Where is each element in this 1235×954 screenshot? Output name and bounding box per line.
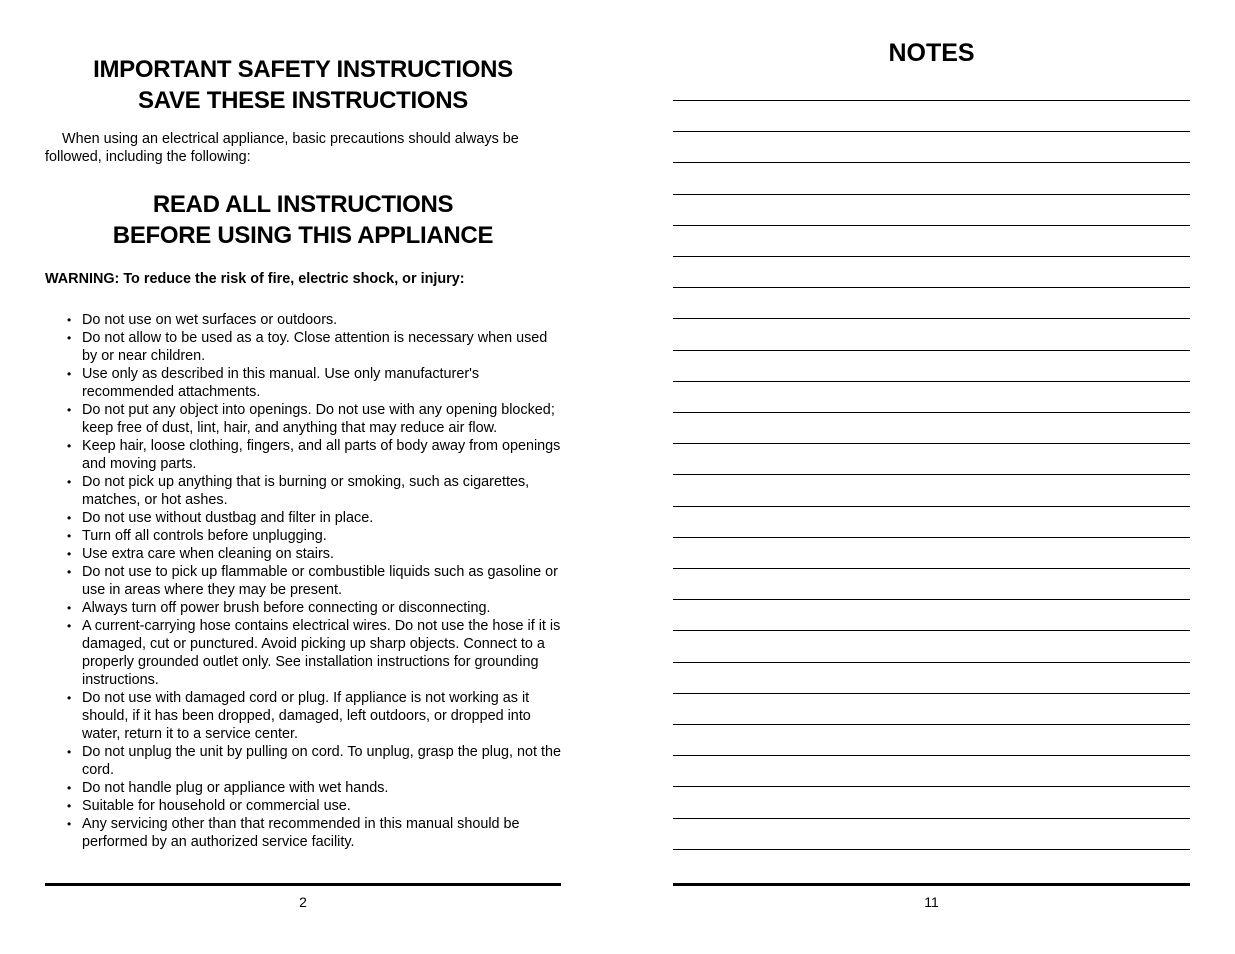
bullet-dot-icon: • — [67, 331, 72, 345]
note-line — [673, 131, 1190, 132]
bullet-dot-icon: • — [67, 547, 72, 561]
bullet-item — [67, 437, 561, 473]
note-line — [673, 599, 1190, 600]
bullet-dot-icon: • — [67, 781, 72, 795]
bullet-text: Turn off all controls before unplugging. — [82, 528, 327, 544]
bullet-text: Use extra care when cleaning on stairs. — [82, 546, 334, 562]
bullet-dot-icon: • — [67, 799, 72, 813]
note-line — [673, 443, 1190, 444]
note-line — [673, 287, 1190, 288]
note-line — [673, 662, 1190, 663]
bullet-dot-icon: • — [67, 601, 72, 615]
note-line — [673, 350, 1190, 351]
bullet-item — [67, 329, 561, 365]
bullet-dot-icon: • — [67, 529, 72, 543]
bullet-item — [67, 599, 561, 617]
page-number: 2 — [299, 894, 307, 910]
bullet-text: Do not use with damaged cord or plug. If appliance is not working as it should, if it has been dropped, damaged, left outdoors, or dropped into water, return it to a service center. — [82, 690, 531, 742]
bullet-item — [67, 617, 561, 689]
bullet-dot-icon: • — [67, 313, 72, 327]
safety-heading — [45, 54, 561, 116]
bullet-dot-icon: • — [67, 619, 72, 633]
note-line — [673, 724, 1190, 725]
bullet-item — [67, 509, 561, 527]
footer-rule — [673, 883, 1190, 886]
bullet-text: Do not use without dustbag and filter in place. — [82, 510, 374, 526]
note-line — [673, 256, 1190, 257]
note-line — [673, 755, 1190, 756]
bullet-item — [67, 527, 561, 545]
bullet-dot-icon: • — [67, 511, 72, 525]
right-page — [673, 0, 1190, 954]
note-line — [673, 100, 1190, 101]
bullet-dot-icon: • — [67, 475, 72, 489]
bullet-text: Do not unplug the unit by pulling on cord. To unplug, grasp the plug, not the cord. — [82, 744, 561, 778]
intro-paragraph: When using an electrical appliance, basic precautions should always be followed, including the following: — [45, 131, 519, 165]
bullet-text: Use only as described in this manual. Use only manufacturer's recommended attachments. — [82, 366, 480, 400]
bullet-dot-icon: • — [67, 403, 72, 417]
notes-title: NOTES — [888, 39, 975, 67]
bullet-item — [67, 473, 561, 509]
note-line — [673, 194, 1190, 195]
note-line — [673, 568, 1190, 569]
bullet-dot-icon: • — [67, 817, 72, 831]
read-heading-line2: BEFORE USING THIS APPLIANCE — [112, 222, 494, 249]
bullet-item — [67, 797, 561, 815]
bullet-text: A current-carrying hose contains electrical wires. Do not use the hose if it is damaged, cut or punctured. Avoid picking up sharp objects. Connect to a properly grounded outlet only. See installation instructions for grounding instructions. — [82, 618, 561, 688]
bullet-text: Do not use to pick up flammable or combustible liquids such as gasoline or use in areas where they may be present. — [82, 564, 558, 598]
note-line — [673, 381, 1190, 382]
warning-text: WARNING: To reduce the risk of fire, electric shock, or injury: — [45, 271, 465, 287]
bullet-dot-icon: • — [67, 745, 72, 759]
bullet-text: Do not use on wet surfaces or outdoors. — [82, 312, 338, 328]
note-line — [673, 506, 1190, 507]
page-number: 11 — [924, 894, 939, 910]
bullet-item — [67, 563, 561, 599]
bullet-dot-icon: • — [67, 439, 72, 453]
note-line — [673, 630, 1190, 631]
bullet-text: Keep hair, loose clothing, fingers, and all parts of body away from openings and moving parts. — [82, 438, 561, 472]
note-line — [673, 318, 1190, 319]
bullet-item — [67, 743, 561, 779]
bullet-item — [67, 401, 561, 437]
bullet-text: Any servicing other than that recommended in this manual should be performed by an authorized service facility. — [82, 816, 520, 850]
bullet-text: Do not pick up anything that is burning or smoking, such as cigarettes, matches, or hot ashes. — [82, 474, 530, 508]
bullet-item — [67, 311, 561, 329]
note-line — [673, 412, 1190, 413]
read-heading-line1: READ ALL INSTRUCTIONS — [152, 191, 454, 218]
safety-heading-line2: SAVE THESE INSTRUCTIONS — [137, 87, 469, 114]
note-line — [673, 849, 1190, 850]
footer-rule — [45, 883, 561, 886]
bullet-item — [67, 365, 561, 401]
bullet-text: Suitable for household or commercial use. — [82, 798, 351, 814]
bullet-item — [67, 545, 561, 563]
note-line — [673, 786, 1190, 787]
bullet-dot-icon: • — [67, 367, 72, 381]
safety-bullet-list — [67, 311, 561, 851]
note-line — [673, 818, 1190, 819]
bullet-text: Do not allow to be used as a toy. Close attention is necessary when used by or near children. — [82, 330, 548, 364]
bullet-item — [67, 689, 561, 743]
note-line — [673, 537, 1190, 538]
bullet-dot-icon: • — [67, 691, 72, 705]
note-line — [673, 693, 1190, 694]
bullet-item — [67, 779, 561, 797]
left-page — [45, 0, 561, 954]
note-line — [673, 474, 1190, 475]
bullet-text: Do not put any object into openings. Do not use with any opening blocked; keep free of dust, lint, hair, and anything that may reduce air flow. — [82, 402, 555, 436]
bullet-item — [67, 815, 561, 851]
read-instructions-heading — [45, 189, 561, 251]
bullet-text: Always turn off power brush before connecting or disconnecting. — [82, 600, 491, 616]
bullet-text: Do not handle plug or appliance with wet hands. — [82, 780, 389, 796]
safety-heading-line1: IMPORTANT SAFETY INSTRUCTIONS — [93, 56, 513, 83]
bullet-dot-icon: • — [67, 565, 72, 579]
note-line — [673, 162, 1190, 163]
note-line — [673, 225, 1190, 226]
